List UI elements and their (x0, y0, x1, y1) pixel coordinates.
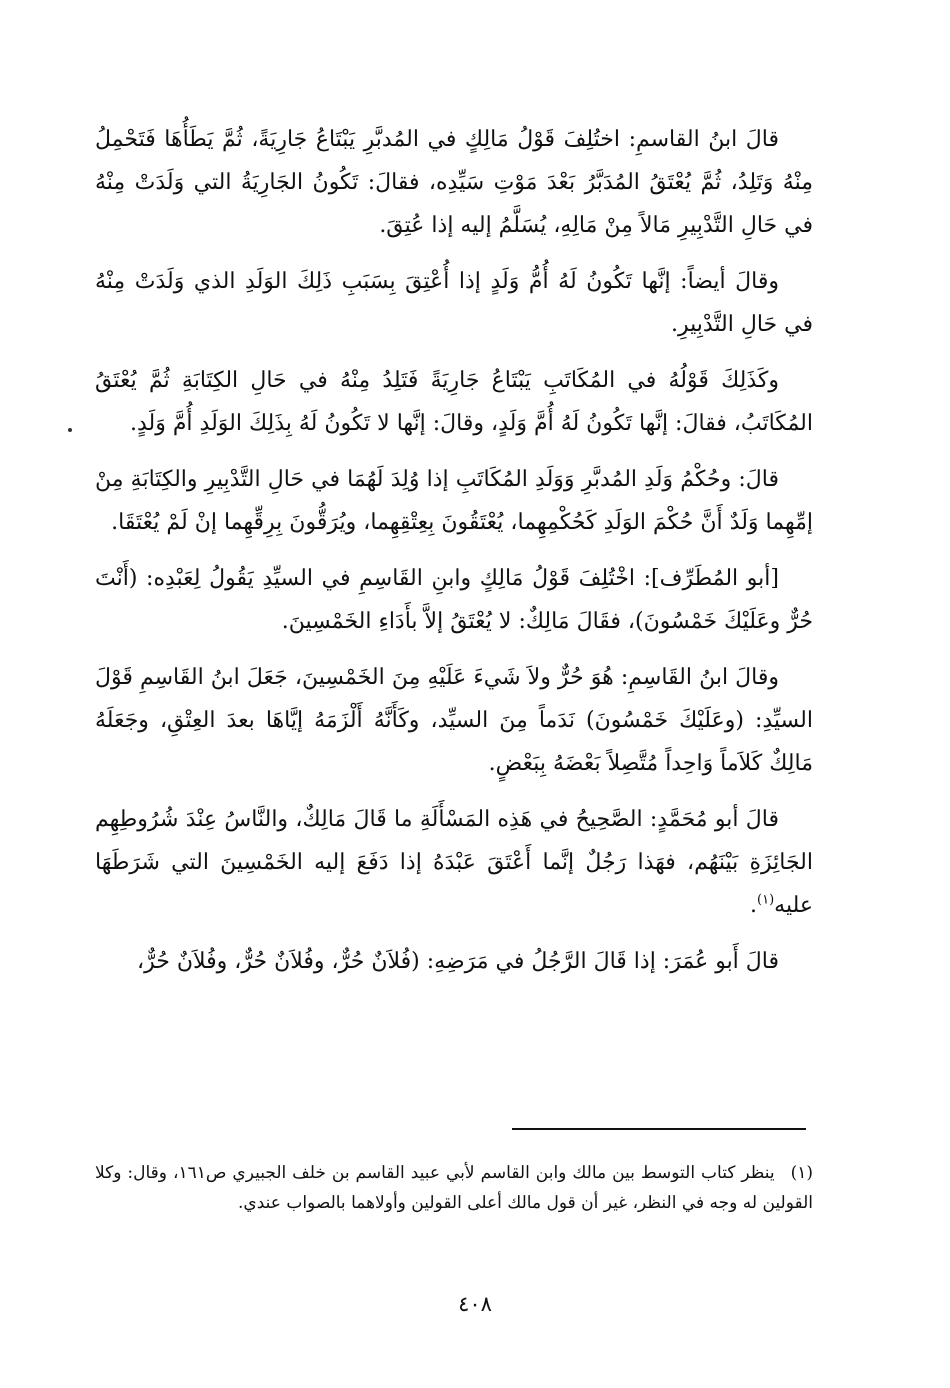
margin-dot (68, 428, 72, 432)
paragraph-7 (95, 798, 813, 927)
page-number: ٤٠٨ (458, 1292, 492, 1316)
main-text (95, 118, 813, 996)
paragraph-7-end: . (750, 893, 758, 918)
paragraph-1: قالَ ابنُ القاسمِ: اختُلِفَ قَوْلُ مَالِكٍ في المُدبَّرِ يَبْتَاعُ جَارِيَةً، ثُمَّ يَطَأُهَا فَتَحْمِلُ مِنْهُ وَتَلِدُ، ثُمَّ يُعْتَقُ المُدَبَّرُ بَعْدَ مَوْتِ سَيِّدِه، فقالَ: تَكُونُ الجَارِيَةُ التي وَلَدَتْ مِنْهُ في حَالِ التَّدْبِيرِ مَالاً مِنْ مَالِهِ، يُسَلَّمُ إليه إذا عُتِقَ. (95, 127, 813, 238)
paragraph-4: قالَ: وحُكْمُ وَلَدِ المُدبَّرِ وَوَلَدِ المُكَاتَبِ إذا وُلِدَ لَهُمَا في حَالِ التَّدْبِيرِ والكِتَابَةِ مِنْ إمِّهِما وَلَدٌ أَنَّ حُكْمَ الوَلَدِ كَحُكْمِهِما، يُعْتَقُونَ بِعِتْقِهِما، ويُرَقُّونَ بِرِقِّهِما إنْ لَمْ يُعْتَقَا. (95, 467, 813, 535)
footnote-reference: (١) (757, 892, 775, 908)
paragraph-5: [أبو المُطَرِّف]: اخْتُلِفَ قَوْلُ مَالِكٍ وابنِ القَاسِمِ في السيِّدِ يَقُولُ لِعَبْدِه: (أَنْتَ حُرٌّ وعَلَيْكَ خَمْسُونَ)، فقَالَ مَالِكٌ: لا يُعْتَقُ إلاَّ بأَدَاءِ الخَمْسِينَ. (95, 566, 813, 634)
paragraph-6: وقالَ ابنُ القَاسِمِ: هُوَ حُرٌّ ولاَ شَيءَ عَلَيْهِ مِنَ الخَمْسِينَ، جَعَلَ ابنُ القَاسِمِ قَوْلَ السيِّدِ: (وعَلَيْكَ خَمْسُونَ) نَدَماً مِنَ السيِّد، وكَأَنَّهُ أَلْزَمَهُ إيَّاهَا بعدَ العِتْقِ، وجَعَلَهُ مَالِكٌ كَلاَماً وَاحِداً مُتَّصِلاً بَعْضَهُ بِبَعْضٍ. (95, 665, 813, 776)
paragraph-2: وقالَ أيضاً: إنَّها تَكُونُ لَهُ أُمُّ وَلَدٍ إذا أُعْتِقَ بِسَبَبِ ذَلِكَ الوَلَدِ الذي وَلَدَتْ مِنْهُ في حَالِ التَّدْبِيرِ. (95, 269, 813, 337)
footnote-separator (512, 1128, 806, 1130)
paragraph-3: وكَذَلِكَ قَوْلُهُ في المُكَاتَبِ يَبْتَاعُ جَارِيَةً فَتَلِدُ مِنْهُ في حَالِ الكِتَابَةِ ثُمَّ يُعْتَقُ المُكَاتَبُ، فقالَ: إنَّها تَكُونُ لَهُ أُمَّ وَلَدٍ، وقالَ: إنَّها لا تَكُونُ لَهُ بِذَلِكَ الوَلَدِ أُمَّ وَلَدٍ. (95, 368, 813, 436)
paragraph-7-text: قالَ أبو مُحَمَّدٍ: الصَّحِيحُ في هَذِه المَسْأَلَةِ ما قَالَ مَالِكٌ، والنَّاسُ عِنْدَ شُرُوطِهِم الجَائِزَةِ بَيْنَهُم، فهَذا رَجُلٌ إنَّما أَعْتَقَ عَبْدَهُ إذا دَفَعَ إليه الخَمْسِينَ التي شَرَطَهَا عليه (95, 807, 813, 918)
footnote (95, 1158, 813, 1218)
footnote-text: ينظر كتاب التوسط بين مالك وابن القاسم لأبي عبيد القاسم بن خلف الجبيري ص١٦١، وقال: وكلا القولين له وجه في النظر، غير أن قول مالك أعلى القولين وأولاهما بالصواب عندي. (95, 1163, 813, 1213)
paragraph-8: قالَ أَبو عُمَرَ: إذا قَالَ الرَّجُلُ في مَرَضِهِ: (فُلاَنٌ حُرٌّ، وفُلاَنٌ حُرٌّ، وفُلاَنٌ حُرٌّ، (137, 949, 779, 974)
footnote-number: (١) (790, 1163, 813, 1183)
